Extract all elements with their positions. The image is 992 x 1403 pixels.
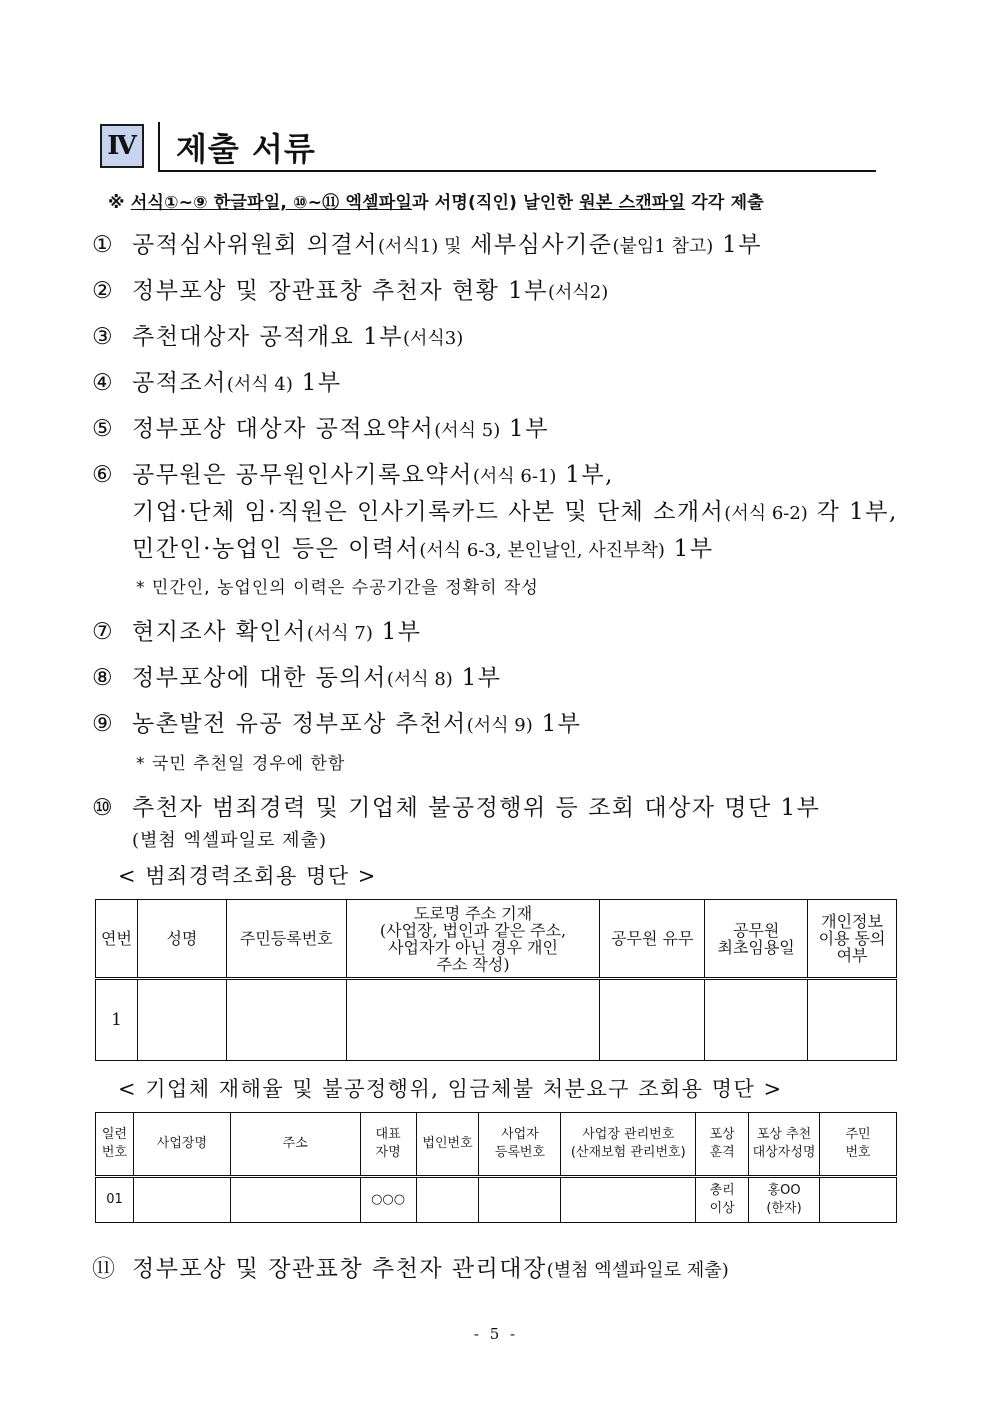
item-form: (서식 6-3, 본인날인, 사진부착) [419, 540, 665, 561]
table-cell [600, 979, 705, 1061]
item-count: 1부 [532, 711, 582, 737]
table-cell [749, 1177, 820, 1223]
item-form: (서식 6-2) [724, 503, 808, 524]
note-part-2: 과 서명(직인) 날인한 [411, 193, 580, 213]
list-item-6 [92, 456, 614, 489]
header-line: 도로명 주소 기재 [413, 903, 533, 923]
header-cell: 공무원 유무 [600, 900, 705, 979]
list-item-9 [92, 705, 581, 738]
item-text: 정부포상 대상자 공적요약서 [132, 416, 435, 442]
header-cell: 법인번호 [416, 1113, 479, 1177]
item-number: ⑨ [92, 711, 115, 737]
header-line: 사업자가 아닌 경우 개인 [388, 937, 558, 957]
list-item-3 [92, 318, 463, 351]
header-cell [808, 900, 897, 979]
list-item-5 [92, 410, 549, 443]
header-line: 개인정보 [821, 912, 883, 931]
list-item-6-line-3 [132, 530, 714, 563]
item-count: 1부 [713, 232, 762, 258]
header-cell [346, 900, 600, 979]
table-header-row [96, 900, 897, 979]
item-text: 공적조서 [132, 370, 227, 396]
table-header-row [96, 1113, 897, 1177]
cell-line: 총리 [709, 1183, 735, 1198]
header-cell [820, 1113, 897, 1177]
item-form: (서식1) 및 [378, 236, 462, 257]
heading-underline [158, 170, 876, 172]
header-line: 사업장 관리번호 [582, 1127, 675, 1142]
header-line: 훈격 [709, 1145, 735, 1160]
cell-line: 이상 [709, 1201, 735, 1216]
item-text: 정부포상에 대한 동의서 [132, 665, 387, 691]
item-text: 공무원은 공무원인사기록요약서 [132, 462, 473, 488]
heading-divider [158, 122, 160, 170]
item-number: ⑪ [92, 1256, 117, 1282]
item-text: 공적심사위원회 의결서 [132, 232, 378, 258]
list-item-2 [92, 272, 608, 305]
item-number: ④ [92, 370, 115, 396]
note-part-4: 각각 제출 [685, 193, 764, 213]
table-cell: 01 [96, 1177, 134, 1223]
item-count: 1부 [292, 370, 342, 396]
table-cell [808, 979, 897, 1061]
table-cell [705, 979, 808, 1061]
item-text: 민간인·농업인 등은 이력서 [132, 536, 420, 562]
page-number: - 5 - [473, 1325, 519, 1343]
note-part-3: 원본 스캔파일 [579, 193, 686, 213]
header-line: (사업장, 법인과 같은 주소, [379, 920, 567, 940]
item-text: 정부포상 및 장관표창 추천자 관리대장 [132, 1256, 547, 1282]
header-line: 번호 [845, 1145, 871, 1160]
header-line: 주민 [845, 1127, 871, 1142]
table-row [96, 979, 897, 1061]
table1-caption: < 범죄경력조회용 명단 > [118, 864, 377, 888]
item-number: ① [92, 232, 115, 258]
header-cell: 주민등록번호 [226, 900, 346, 979]
item-number: ② [92, 278, 115, 304]
header-cell: 주소 [230, 1113, 360, 1177]
item-number: ⑤ [92, 416, 115, 442]
company-check-table [95, 1112, 897, 1223]
list-item-6-line-2 [132, 493, 898, 526]
header-cell [360, 1113, 416, 1177]
section-number-box [100, 124, 144, 168]
header-line: 대상자성명 [752, 1145, 816, 1160]
table-cell [226, 979, 346, 1061]
page-title: 제출 서류 [176, 130, 316, 168]
item-form: (서식 5) [434, 420, 501, 441]
list-item-11 [92, 1250, 729, 1283]
item-text: 정부포상 및 장관표창 추천자 현황 1부 [132, 278, 548, 304]
header-cell [561, 1113, 696, 1177]
table-cell [561, 1177, 696, 1223]
header-line: 자명 [375, 1145, 401, 1160]
section-number: Ⅳ [107, 131, 137, 161]
header-line: 번호 [101, 1145, 128, 1160]
criminal-record-table [95, 899, 897, 1061]
item-number: ⑥ [92, 462, 115, 488]
item-form: (서식 8) [386, 669, 453, 690]
item-form-2: (붙임1 참고) [612, 236, 714, 257]
cell-line: (한자) [766, 1201, 802, 1216]
list-item-10 [92, 789, 820, 822]
item-number: ③ [92, 324, 115, 350]
list-item-8 [92, 659, 501, 692]
header-line: 이용 동의 [818, 929, 886, 948]
header-line: 주소 작성) [436, 954, 510, 974]
item-count: 각 1부, [807, 499, 898, 525]
table-cell [820, 1177, 897, 1223]
table-cell [133, 1177, 230, 1223]
table-cell [696, 1177, 749, 1223]
header-line: 대표 [375, 1127, 401, 1142]
table-cell [137, 979, 226, 1061]
item-form: (서식 4) [226, 374, 293, 395]
item-text: 기업·단체 임·직원은 인사기록카드 사본 및 단체 소개서 [132, 499, 725, 525]
item-form: (서식 9) [466, 715, 533, 736]
cell-line: 홍OO [767, 1183, 801, 1198]
header-cell: 성명 [137, 900, 226, 979]
item-number: ⑩ [92, 795, 115, 821]
header-cell: 연번 [96, 900, 138, 979]
item-count: 1부 [664, 536, 714, 562]
item-text: 농촌발전 유공 정부포상 추천서 [132, 711, 467, 737]
list-item-7 [92, 613, 422, 646]
item-form: (서식 6-1) [472, 466, 557, 487]
header-cell [479, 1113, 561, 1177]
table-cell [416, 1177, 479, 1223]
note-part-1: 서식①~⑨ 한글파일, ⑩~⑪ 엑셀파일 [130, 193, 412, 213]
item-form: (서식2) [547, 282, 609, 303]
header-cell [96, 1113, 134, 1177]
table2-caption: < 기업체 재해율 및 불공정행위, 임금체불 처분요구 조회용 명단 > [118, 1077, 783, 1101]
note-mark: ※ [108, 193, 125, 213]
header-line: 공무원 [732, 920, 780, 940]
item-form: (서식3) [402, 328, 464, 349]
item-text-2: 세부심사기준 [461, 232, 613, 258]
header-line: (산재보험 관리번호) [570, 1145, 686, 1160]
item-text: 추천자 범죄경력 및 기업체 불공정행위 등 조회 대상자 명단 1부 [132, 795, 821, 821]
list-item-4 [92, 364, 342, 397]
header-line: 여부 [836, 946, 868, 965]
item-count: 1부 [500, 416, 549, 442]
header-cell [696, 1113, 749, 1177]
header-line: 사업자 [501, 1127, 539, 1142]
list-item-10-note: (별첨 엑셀파일로 제출) [132, 830, 327, 851]
header-line: 최초임용일 [717, 937, 795, 957]
item-count: 1부 [372, 619, 422, 645]
table-cell [479, 1177, 561, 1223]
table-cell: ○○○ [360, 1177, 416, 1223]
item-text: 추천대상자 공적개요 1부 [132, 324, 403, 350]
item-text: 현지조사 확인서 [132, 619, 307, 645]
item-number: ⑦ [92, 619, 115, 645]
header-line: 일련 [101, 1127, 128, 1142]
table-cell [230, 1177, 360, 1223]
header-cell [705, 900, 808, 979]
header-cell: 사업장명 [133, 1113, 230, 1177]
list-item-9-note: * 국민 추천일 경우에 한함 [136, 754, 346, 774]
item-number: ⑧ [92, 665, 115, 691]
header-line: 등록번호 [494, 1145, 546, 1160]
table-row [96, 1177, 897, 1223]
item-form: (서식 7) [306, 623, 373, 644]
list-item-1 [92, 226, 762, 259]
list-item-6-note: * 민간인, 농업인의 이력은 수공기간을 정확히 작성 [136, 578, 539, 598]
header-line: 포상 [709, 1127, 735, 1142]
header-line: 포상 추천 [756, 1127, 812, 1142]
item-form: (별첨 엑셀파일로 제출) [546, 1260, 729, 1281]
table-cell: 1 [96, 979, 138, 1061]
item-count: 1부 [452, 665, 502, 691]
table-cell [346, 979, 600, 1061]
item-count: 1부, [556, 462, 614, 488]
header-cell [749, 1113, 820, 1177]
submission-note [108, 188, 764, 213]
